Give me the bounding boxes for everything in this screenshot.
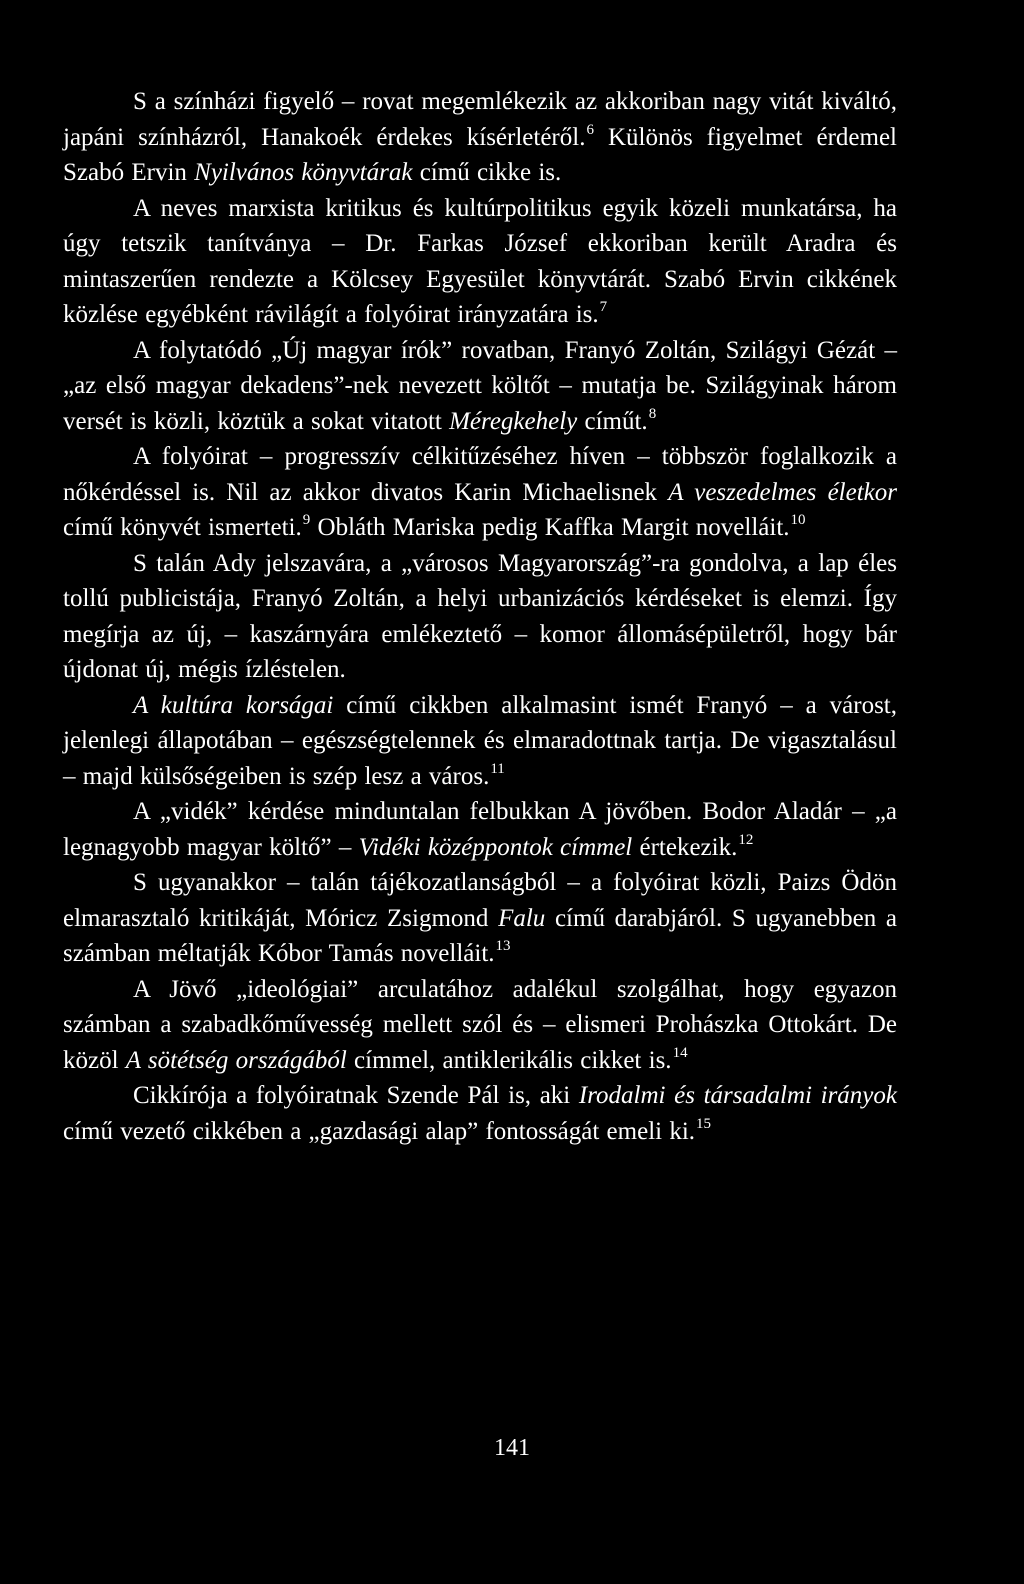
text-segment: S ugyanakkor – talán tájékozatlanságból – a folyóirat közli, Paizs Ödön elmarasztaló kritikáját, Móricz Zsigmond	[63, 869, 897, 932]
footnote-ref: 11	[490, 760, 505, 777]
footnote-ref: 6	[586, 121, 594, 138]
italic-title: Vidéki középpontok címmel	[358, 833, 633, 861]
footnote-ref: 15	[696, 1115, 712, 1132]
paragraph	[63, 191, 897, 333]
text-segment: értekezik.	[632, 833, 738, 861]
text-segment: A neves marxista kritikus és kultúrpolitikus egyik közeli munkatársa, ha úgy tetszik tanítványa – Dr. Farkas József ekkoriban került Aradra és mintaszerűen rendezte a Kölcsey Egyesület könyvtárát. Szabó Ervin cikkének közlése egyébként rávilágít a folyóirat irányzatára is.	[63, 194, 897, 328]
paragraph	[63, 865, 897, 972]
footnote-ref: 12	[738, 831, 754, 848]
text-segment: S a színházi figyelő – rovat megemlékezik az akkoriban nagy vitát kiváltó, japáni színházról, Hanakoék érdekes kísérletéről.	[63, 88, 897, 151]
text-segment: című vezető cikkében a „gazdasági alap” fontosságát emeli ki.	[63, 1117, 696, 1145]
italic-title: A veszedelmes életkor	[668, 478, 897, 506]
text-segment: című cikke is.	[412, 159, 562, 186]
italic-title: Falu	[498, 904, 546, 932]
text-segment: Cikkírója a folyóiratnak Szende Pál is, aki	[133, 1082, 579, 1109]
text-segment: A folyóirat – progresszív célkitűzéséhez híven – többször foglalkozik a nőkérdéssel is. Nil az akkor divatos Karin Michaelisnek	[63, 443, 897, 506]
paragraph	[63, 688, 897, 795]
italic-title: Méregkehely	[449, 407, 578, 435]
footnote-ref: 8	[648, 405, 657, 422]
text-segment: S talán Ady jelszavára, a „városos Magyarország”-ra gondolva, a lap éles tollú publicistája, Franyó Zoltán, a helyi urbanizációs kérdéseket is elemzi. Így megírja az új, – kaszárnyára emlékeztető – komor állomásépületről, hogy bár újdonat új, mégis ízléstelen.	[63, 549, 897, 683]
text-segment: címmel, antiklerikális cikket is.	[346, 1046, 672, 1074]
text-segment: A Jövő „ideológiai” arculatához adalékul szolgálhat, hogy egyazon számban a szabadkőművesség mellett szól és – elismeri Prohászka Ottokárt. De közöl	[63, 975, 897, 1074]
text-segment: A folytatódó „Új magyar írók” rovatban, Franyó Zoltán, Szilágyi Gézát – „az első magyar dekadens”-nek nevezett költőt – mutatja be. Szilágyinak három versét is közli, köztük a sokat vitatott	[63, 336, 897, 435]
page-body	[63, 84, 897, 1149]
footnote-ref: 7	[599, 299, 608, 315]
text-segment: című cikkben alkalmasint ismét Franyó – a várost, jelenlegi állapotában – egészségtelennek és elmaradottnak tartja. De vigasztalásul – majd külsőségeiben is szép lesz a város.	[63, 691, 897, 790]
italic-title: A kultúra korságai	[133, 691, 334, 719]
paragraph	[63, 439, 897, 546]
text-segment: Obláth Mariska pedig Kaffka Margit novelláit.	[310, 514, 790, 541]
italic-title: A sötétség országából	[125, 1046, 347, 1074]
page-number: 141	[494, 1435, 530, 1461]
text-segment: Különös figyelmet érdemel Szabó Ervin	[63, 123, 897, 186]
italic-title: Irodalmi és társadalmi irányok	[578, 1082, 897, 1109]
footnote-ref: 13	[495, 938, 511, 954]
paragraph	[63, 546, 897, 688]
paragraph	[63, 84, 897, 191]
paragraph	[63, 1078, 897, 1149]
italic-title: Nyilvános könyvtárak	[194, 159, 413, 186]
footnote-ref: 10	[790, 512, 806, 528]
text-segment: címűt.	[577, 407, 648, 435]
paragraph	[63, 972, 897, 1079]
text-segment: A „vidék” kérdése minduntalan felbukkan A jövőben. Bodor Aladár – „a legnagyobb magyar költő” –	[63, 798, 897, 861]
footnote-ref: 14	[672, 1044, 688, 1061]
text-segment: című darabjáról. S ugyanebben a számban méltatják Kóbor Tamás novelláit.	[63, 904, 897, 967]
paragraph	[63, 794, 897, 865]
text-segment: című könyvét ismerteti.	[63, 514, 302, 541]
paragraph	[63, 333, 897, 440]
footnote-ref: 9	[302, 512, 311, 528]
